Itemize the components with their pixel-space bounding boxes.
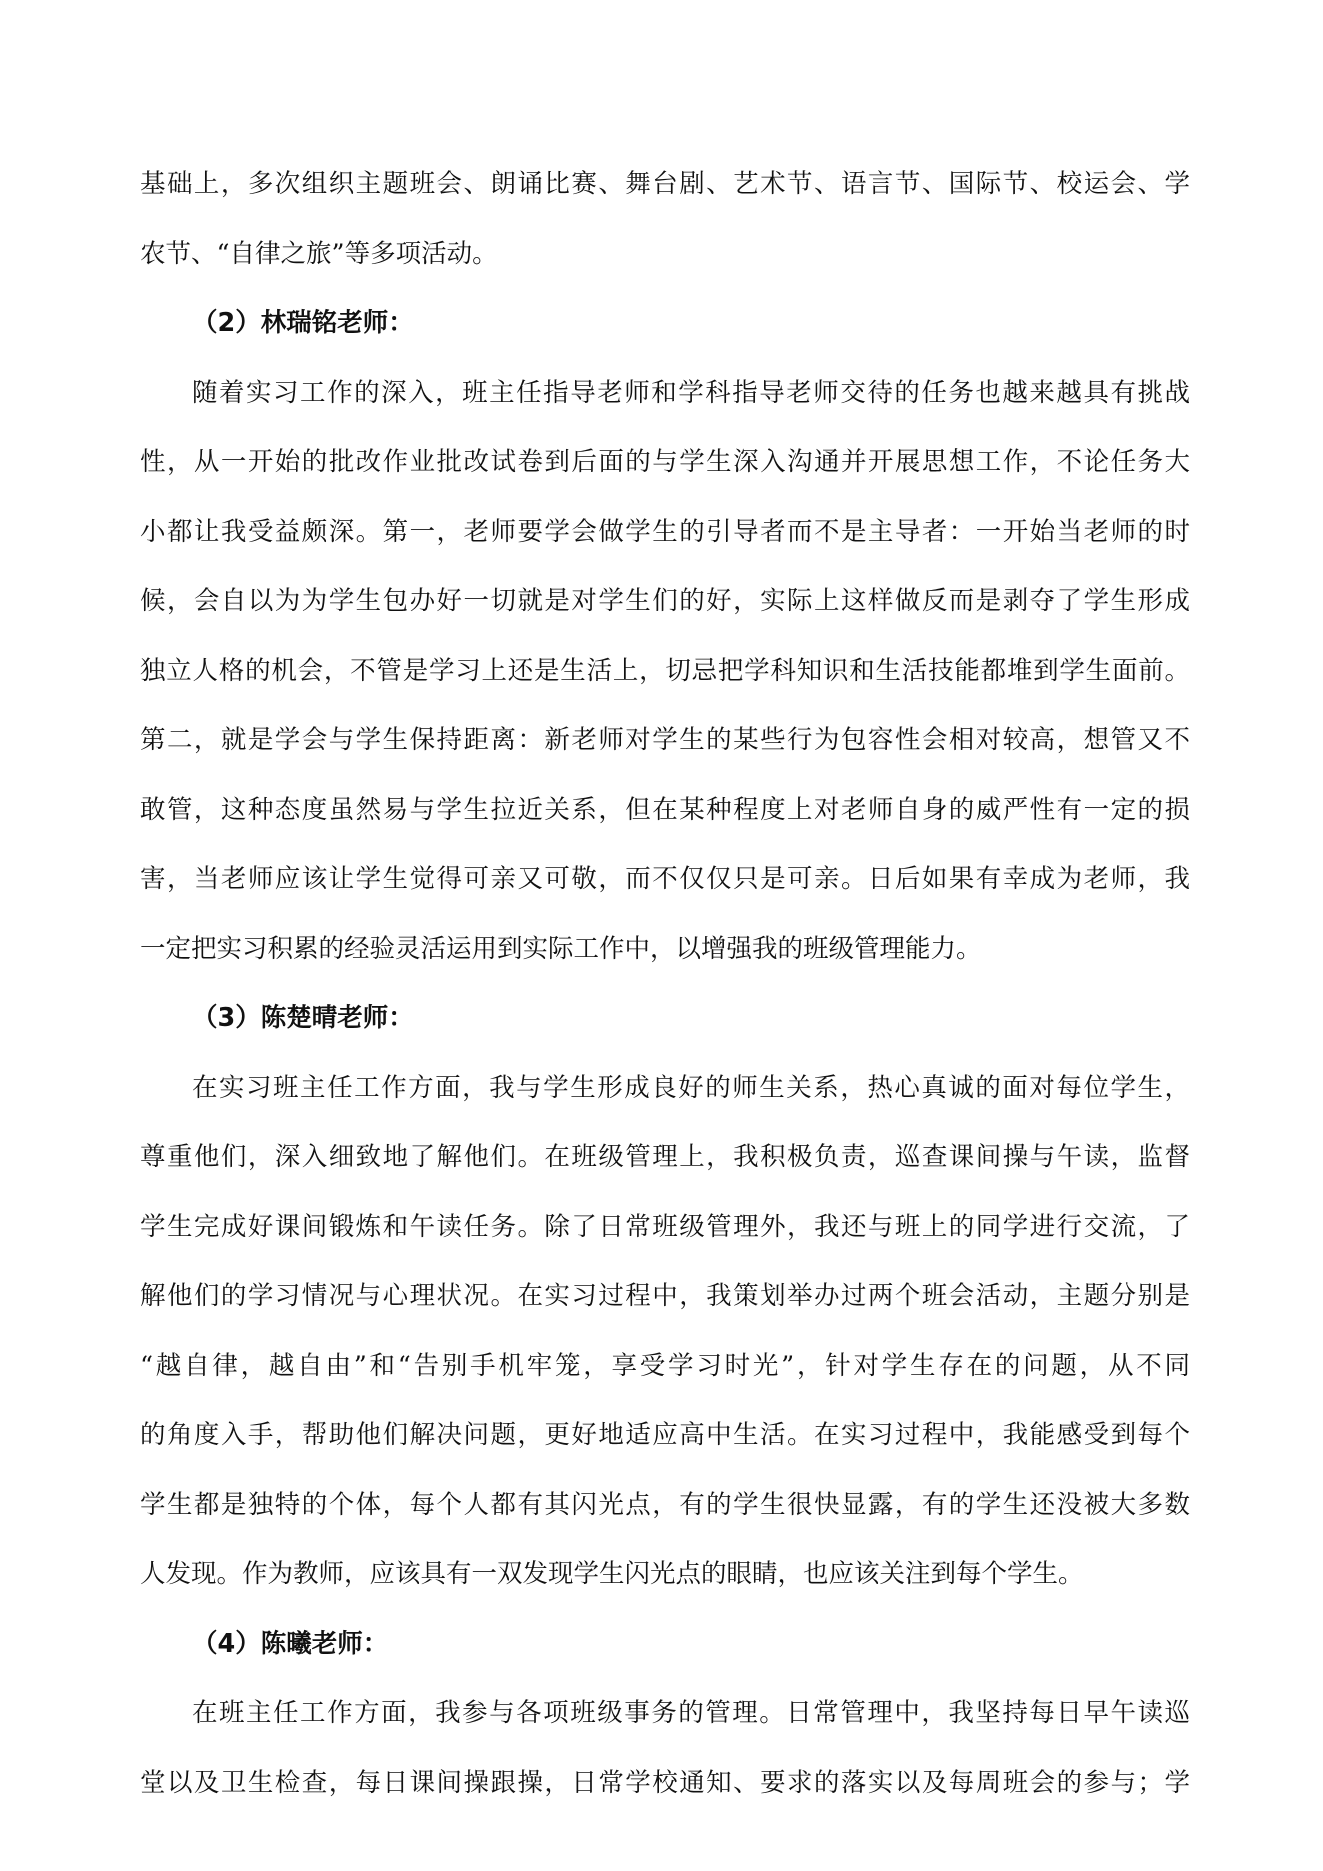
text-line: 害，当老师应该让学生觉得可亲又可敬，而不仅仅只是可亲。日后如果有幸成为老师，我	[140, 864, 1190, 894]
text-line: “越自律，越自由”和“告别手机牢笼，享受学习时光”，针对学生存在的问题，从不同	[140, 1350, 1190, 1381]
text-line: 独立人格的机会，不管是学习上还是生活上，切忌把学科知识和生活技能都堆到学生面前。	[140, 655, 1190, 686]
text-line: 候，会自以为为学生包办好一切就是对学生们的好，实际上这样做反而是剥夺了学生形成	[140, 586, 1190, 616]
paragraph-continuation	[140, 150, 1190, 289]
text-line: 在实习班主任工作方面，我与学生形成良好的师生关系，热心真诚的面对每位学生，	[192, 1072, 1190, 1103]
text-line: 的角度入手，帮助他们解决问题，更好地适应高中生活。在实习过程中，我能感受到每个	[140, 1420, 1190, 1450]
text-line: 敢管，这种态度虽然易与学生拉近关系，但在某种程度上对老师自身的威严性有一定的损	[140, 794, 1190, 825]
paragraph-lin-ruiming	[140, 359, 1190, 985]
text-line: 农节、“自律之旅”等多项活动。	[140, 238, 498, 269]
text-line: 随着实习工作的深入，班主任指导老师和学科指导老师交待的任务也越来越具有挑战	[192, 377, 1190, 408]
text-line: 小都让我受益颇深。第一，老师要学会做学生的引导者而不是主导者：一开始当老师的时	[140, 516, 1190, 547]
paragraph-chen-chuqing	[140, 1054, 1190, 1610]
section-heading-chen-chuqing: （3）陈楚晴老师：	[192, 1003, 414, 1033]
text-line: 在班主任工作方面，我参与各项班级事务的管理。日常管理中，我坚持每日早午读巡	[192, 1698, 1190, 1728]
text-line: 性，从一开始的批改作业批改试卷到后面的与学生深入沟通并开展思想工作，不论任务大	[140, 447, 1190, 477]
text-line: 学生都是独特的个体，每个人都有其闪光点，有的学生很快显露，有的学生还没被大多数	[140, 1489, 1190, 1520]
document-page	[140, 150, 1190, 1818]
text-line: 一定把实习积累的经验灵活运用到实际工作中，以增强我的班级管理能力。	[140, 933, 982, 964]
text-line: 堂以及卫生检查，每日课间操跟操，日常学校通知、要求的落实以及每周班会的参与；学	[140, 1767, 1190, 1798]
section-heading-lin-ruiming: （2）林瑞铭老师：	[192, 308, 414, 338]
text-line: 第二，就是学会与学生保持距离：新老师对学生的某些行为包容性会相对较高，想管又不	[140, 725, 1190, 755]
text-line: 尊重他们，深入细致地了解他们。在班级管理上，我积极负责，巡查课间操与午读，监督	[140, 1142, 1190, 1172]
text-line: 人发现。作为教师，应该具有一双发现学生闪光点的眼睛，也应该关注到每个学生。	[140, 1559, 1084, 1589]
text-line: 学生完成好课间锻炼和午读任务。除了日常班级管理外，我还与班上的同学进行交流，了	[140, 1211, 1190, 1242]
paragraph-chen-xi	[140, 1679, 1190, 1818]
text-line: 解他们的学习情况与心理状况。在实习过程中，我策划举办过两个班会活动，主题分别是	[140, 1281, 1190, 1311]
section-heading-chen-xi: （4）陈曦老师：	[192, 1628, 389, 1659]
text-line: 基础上，多次组织主题班会、朗诵比赛、舞台剧、艺术节、语言节、国际节、校运会、学	[140, 169, 1190, 199]
